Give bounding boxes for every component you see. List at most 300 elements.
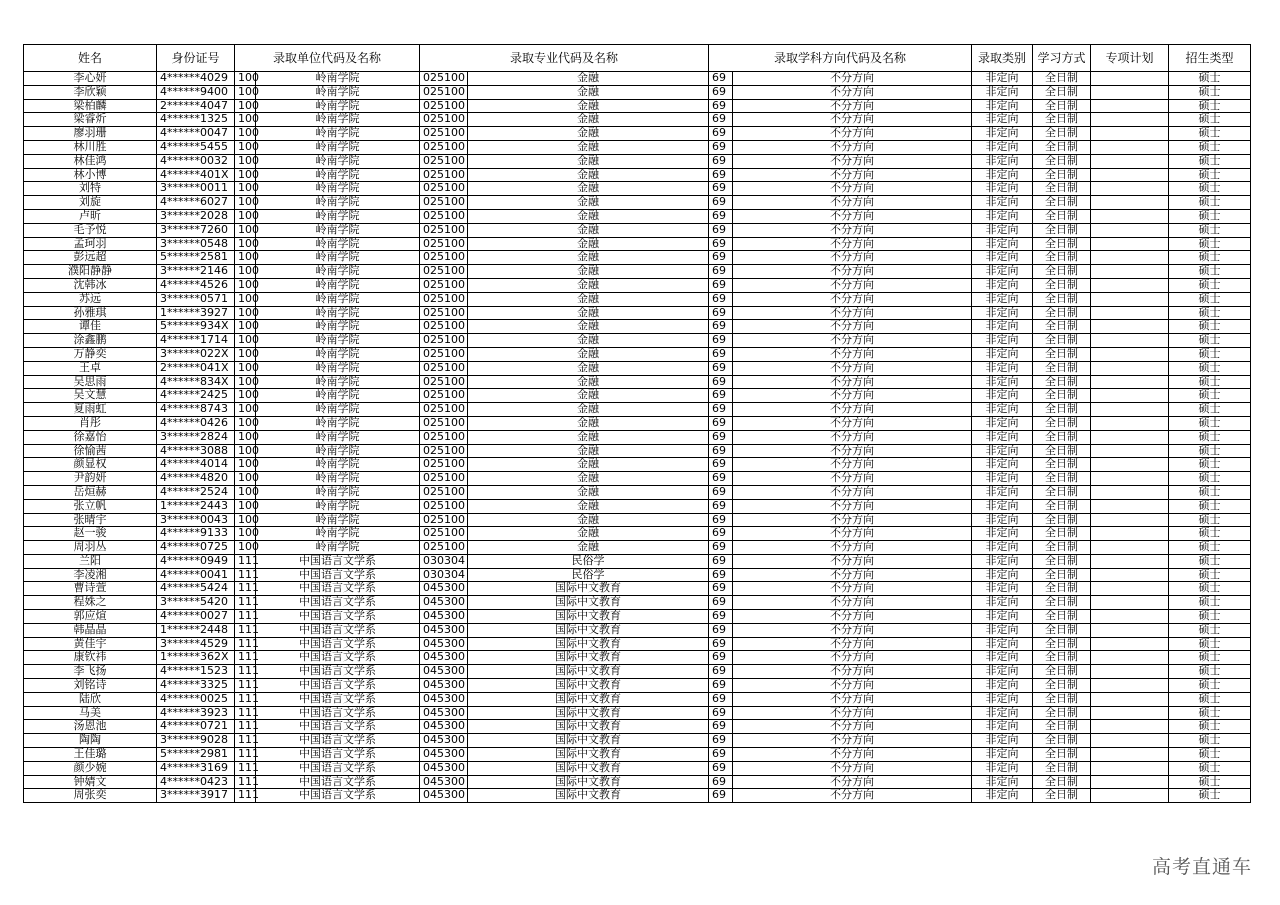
cell-unit-name: 岭南学院	[256, 347, 420, 361]
cell-major-name: 金融	[468, 85, 709, 99]
cell-major-code: 025100	[420, 403, 468, 417]
cell-major-code: 025100	[420, 154, 468, 168]
table-row	[24, 472, 1251, 486]
cell-unit-name: 岭南学院	[256, 278, 420, 292]
cell-type: 硕士	[1169, 499, 1251, 513]
cell-unit-code: 100	[235, 182, 256, 196]
cell-major-name: 民俗学	[468, 568, 709, 582]
cell-mode: 全日制	[1033, 651, 1091, 665]
cell-unit-code: 100	[235, 140, 256, 154]
cell-id: 4******0721	[157, 720, 235, 734]
cell-id: 1******2448	[157, 623, 235, 637]
cell-category: 非定向	[972, 513, 1033, 527]
cell-category: 非定向	[972, 196, 1033, 210]
cell-type: 硕士	[1169, 99, 1251, 113]
cell-id: 3******7260	[157, 223, 235, 237]
cell-category: 非定向	[972, 692, 1033, 706]
cell-name: 廖羽珊	[24, 127, 157, 141]
cell-unit-code: 111	[235, 582, 256, 596]
cell-unit-name: 岭南学院	[256, 265, 420, 279]
cell-direction-name: 不分方向	[733, 637, 972, 651]
cell-type: 硕士	[1169, 127, 1251, 141]
cell-special	[1091, 209, 1169, 223]
cell-major-name: 国际中文教育	[468, 761, 709, 775]
cell-name: 尹韵妍	[24, 472, 157, 486]
cell-direction-name: 不分方向	[733, 389, 972, 403]
cell-mode: 全日制	[1033, 85, 1091, 99]
cell-direction-name: 不分方向	[733, 734, 972, 748]
cell-special	[1091, 416, 1169, 430]
cell-unit-code: 100	[235, 196, 256, 210]
cell-major-name: 金融	[468, 444, 709, 458]
cell-direction-name: 不分方向	[733, 582, 972, 596]
table-row	[24, 775, 1251, 789]
cell-unit-code: 100	[235, 389, 256, 403]
table-row	[24, 623, 1251, 637]
cell-unit-code: 111	[235, 568, 256, 582]
cell-name: 李心妍	[24, 72, 157, 86]
cell-special	[1091, 85, 1169, 99]
cell-mode: 全日制	[1033, 127, 1091, 141]
cell-major-name: 金融	[468, 375, 709, 389]
cell-direction-code: 69	[709, 610, 733, 624]
table-row	[24, 292, 1251, 306]
cell-unit-name: 岭南学院	[256, 444, 420, 458]
cell-special	[1091, 665, 1169, 679]
cell-type: 硕士	[1169, 651, 1251, 665]
cell-unit-code: 100	[235, 251, 256, 265]
cell-unit-code: 111	[235, 748, 256, 762]
cell-major-name: 国际中文教育	[468, 789, 709, 803]
cell-direction-name: 不分方向	[733, 472, 972, 486]
cell-special	[1091, 568, 1169, 582]
cell-direction-code: 69	[709, 334, 733, 348]
cell-name: 周张奕	[24, 789, 157, 803]
cell-major-name: 金融	[468, 306, 709, 320]
cell-direction-code: 69	[709, 485, 733, 499]
table-row	[24, 444, 1251, 458]
cell-mode: 全日制	[1033, 223, 1091, 237]
cell-major-code: 025100	[420, 265, 468, 279]
cell-type: 硕士	[1169, 458, 1251, 472]
cell-unit-name: 中国语言文学系	[256, 623, 420, 637]
cell-direction-name: 不分方向	[733, 692, 972, 706]
cell-direction-name: 不分方向	[733, 168, 972, 182]
cell-mode: 全日制	[1033, 472, 1091, 486]
cell-special	[1091, 140, 1169, 154]
cell-id: 3******2146	[157, 265, 235, 279]
table-row	[24, 72, 1251, 86]
cell-unit-name: 岭南学院	[256, 154, 420, 168]
cell-id: 4******1523	[157, 665, 235, 679]
cell-type: 硕士	[1169, 237, 1251, 251]
cell-direction-code: 69	[709, 513, 733, 527]
cell-mode: 全日制	[1033, 734, 1091, 748]
cell-major-name: 金融	[468, 251, 709, 265]
cell-major-name: 国际中文教育	[468, 706, 709, 720]
table-row	[24, 278, 1251, 292]
cell-direction-code: 69	[709, 679, 733, 693]
cell-major-name: 金融	[468, 237, 709, 251]
cell-direction-code: 69	[709, 154, 733, 168]
cell-unit-code: 100	[235, 113, 256, 127]
cell-direction-code: 69	[709, 458, 733, 472]
cell-major-code: 045300	[420, 679, 468, 693]
cell-unit-name: 岭南学院	[256, 113, 420, 127]
table-row	[24, 182, 1251, 196]
cell-major-code: 025100	[420, 182, 468, 196]
cell-unit-name: 岭南学院	[256, 168, 420, 182]
table-row	[24, 554, 1251, 568]
cell-name: 王卓	[24, 361, 157, 375]
cell-type: 硕士	[1169, 196, 1251, 210]
cell-mode: 全日制	[1033, 582, 1091, 596]
cell-major-name: 国际中文教育	[468, 582, 709, 596]
cell-category: 非定向	[972, 182, 1033, 196]
cell-type: 硕士	[1169, 389, 1251, 403]
cell-name: 孙雅琪	[24, 306, 157, 320]
cell-id: 3******2028	[157, 209, 235, 223]
cell-special	[1091, 278, 1169, 292]
cell-direction-code: 69	[709, 223, 733, 237]
cell-unit-name: 岭南学院	[256, 334, 420, 348]
cell-direction-code: 69	[709, 347, 733, 361]
cell-id: 4******1714	[157, 334, 235, 348]
cell-type: 硕士	[1169, 554, 1251, 568]
cell-major-code: 025100	[420, 223, 468, 237]
cell-unit-code: 111	[235, 734, 256, 748]
cell-unit-code: 100	[235, 72, 256, 86]
cell-unit-name: 中国语言文学系	[256, 651, 420, 665]
cell-major-code: 045300	[420, 610, 468, 624]
cell-unit-name: 中国语言文学系	[256, 582, 420, 596]
cell-special	[1091, 734, 1169, 748]
cell-id: 3******9028	[157, 734, 235, 748]
cell-unit-name: 岭南学院	[256, 99, 420, 113]
cell-direction-name: 不分方向	[733, 416, 972, 430]
cell-direction-name: 不分方向	[733, 527, 972, 541]
cell-type: 硕士	[1169, 265, 1251, 279]
cell-direction-name: 不分方向	[733, 444, 972, 458]
cell-special	[1091, 775, 1169, 789]
header-row	[24, 45, 1251, 72]
cell-direction-code: 69	[709, 265, 733, 279]
cell-direction-name: 不分方向	[733, 775, 972, 789]
cell-mode: 全日制	[1033, 444, 1091, 458]
table-row	[24, 85, 1251, 99]
cell-id: 4******0949	[157, 554, 235, 568]
cell-name: 吴文慧	[24, 389, 157, 403]
table-row	[24, 223, 1251, 237]
cell-id: 3******2824	[157, 430, 235, 444]
cell-direction-name: 不分方向	[733, 72, 972, 86]
cell-unit-name: 中国语言文学系	[256, 665, 420, 679]
cell-name: 曹诗萱	[24, 582, 157, 596]
cell-unit-name: 中国语言文学系	[256, 761, 420, 775]
table-row	[24, 679, 1251, 693]
cell-type: 硕士	[1169, 568, 1251, 582]
cell-unit-name: 中国语言文学系	[256, 637, 420, 651]
cell-direction-code: 69	[709, 306, 733, 320]
table-body	[24, 72, 1251, 803]
cell-direction-name: 不分方向	[733, 99, 972, 113]
cell-direction-name: 不分方向	[733, 278, 972, 292]
cell-category: 非定向	[972, 706, 1033, 720]
cell-direction-name: 不分方向	[733, 720, 972, 734]
cell-category: 非定向	[972, 623, 1033, 637]
cell-direction-code: 69	[709, 527, 733, 541]
cell-major-code: 045300	[420, 789, 468, 803]
cell-direction-name: 不分方向	[733, 513, 972, 527]
cell-category: 非定向	[972, 430, 1033, 444]
cell-direction-code: 69	[709, 554, 733, 568]
cell-type: 硕士	[1169, 720, 1251, 734]
cell-category: 非定向	[972, 306, 1033, 320]
cell-direction-code: 69	[709, 430, 733, 444]
cell-type: 硕士	[1169, 761, 1251, 775]
cell-name: 王佳璐	[24, 748, 157, 762]
cell-direction-code: 69	[709, 541, 733, 555]
cell-type: 硕士	[1169, 72, 1251, 86]
cell-mode: 全日制	[1033, 196, 1091, 210]
table-row	[24, 334, 1251, 348]
cell-unit-code: 100	[235, 527, 256, 541]
cell-category: 非定向	[972, 748, 1033, 762]
cell-direction-name: 不分方向	[733, 665, 972, 679]
cell-direction-code: 69	[709, 72, 733, 86]
table-row	[24, 154, 1251, 168]
cell-direction-code: 69	[709, 568, 733, 582]
cell-id: 4******9400	[157, 85, 235, 99]
cell-major-name: 金融	[468, 168, 709, 182]
cell-direction-name: 不分方向	[733, 568, 972, 582]
cell-major-name: 国际中文教育	[468, 775, 709, 789]
cell-name: 赵一骏	[24, 527, 157, 541]
cell-id: 4******0041	[157, 568, 235, 582]
cell-name: 林佳鸿	[24, 154, 157, 168]
cell-special	[1091, 306, 1169, 320]
cell-type: 硕士	[1169, 334, 1251, 348]
cell-major-code: 025100	[420, 320, 468, 334]
header-unit: 录取单位代码及名称	[235, 45, 420, 72]
cell-special	[1091, 292, 1169, 306]
cell-direction-code: 69	[709, 789, 733, 803]
cell-unit-code: 100	[235, 237, 256, 251]
cell-name: 李凌湘	[24, 568, 157, 582]
table-row	[24, 734, 1251, 748]
table-row	[24, 665, 1251, 679]
cell-category: 非定向	[972, 458, 1033, 472]
cell-type: 硕士	[1169, 168, 1251, 182]
cell-major-code: 025100	[420, 209, 468, 223]
cell-direction-code: 69	[709, 85, 733, 99]
cell-mode: 全日制	[1033, 789, 1091, 803]
cell-major-code: 045300	[420, 748, 468, 762]
cell-category: 非定向	[972, 265, 1033, 279]
cell-unit-name: 岭南学院	[256, 85, 420, 99]
cell-type: 硕士	[1169, 444, 1251, 458]
cell-unit-code: 100	[235, 430, 256, 444]
cell-id: 4******6027	[157, 196, 235, 210]
table-row	[24, 168, 1251, 182]
cell-direction-code: 69	[709, 168, 733, 182]
cell-mode: 全日制	[1033, 692, 1091, 706]
cell-major-code: 025100	[420, 499, 468, 513]
cell-id: 3******5420	[157, 596, 235, 610]
cell-major-code: 025100	[420, 472, 468, 486]
cell-direction-name: 不分方向	[733, 610, 972, 624]
cell-mode: 全日制	[1033, 251, 1091, 265]
table-row	[24, 306, 1251, 320]
cell-category: 非定向	[972, 154, 1033, 168]
cell-direction-name: 不分方向	[733, 789, 972, 803]
cell-major-code: 025100	[420, 99, 468, 113]
cell-type: 硕士	[1169, 679, 1251, 693]
cell-type: 硕士	[1169, 706, 1251, 720]
cell-id: 5******934X	[157, 320, 235, 334]
cell-id: 4******3923	[157, 706, 235, 720]
cell-unit-name: 岭南学院	[256, 541, 420, 555]
cell-direction-name: 不分方向	[733, 499, 972, 513]
cell-unit-name: 岭南学院	[256, 251, 420, 265]
cell-type: 硕士	[1169, 692, 1251, 706]
cell-type: 硕士	[1169, 596, 1251, 610]
cell-mode: 全日制	[1033, 154, 1091, 168]
cell-special	[1091, 403, 1169, 417]
cell-direction-code: 69	[709, 623, 733, 637]
cell-id: 4******4526	[157, 278, 235, 292]
cell-major-name: 国际中文教育	[468, 748, 709, 762]
cell-category: 非定向	[972, 734, 1033, 748]
table-row	[24, 568, 1251, 582]
cell-major-code: 025100	[420, 168, 468, 182]
cell-direction-name: 不分方向	[733, 209, 972, 223]
cell-major-code: 025100	[420, 347, 468, 361]
cell-category: 非定向	[972, 775, 1033, 789]
cell-name: 岳烜赫	[24, 485, 157, 499]
table-row	[24, 209, 1251, 223]
cell-special	[1091, 485, 1169, 499]
cell-unit-name: 岭南学院	[256, 472, 420, 486]
cell-special	[1091, 251, 1169, 265]
cell-direction-name: 不分方向	[733, 623, 972, 637]
cell-id: 4******0032	[157, 154, 235, 168]
cell-mode: 全日制	[1033, 113, 1091, 127]
table-row	[24, 789, 1251, 803]
cell-unit-code: 100	[235, 320, 256, 334]
cell-name: 兰阳	[24, 554, 157, 568]
cell-major-code: 045300	[420, 775, 468, 789]
cell-mode: 全日制	[1033, 416, 1091, 430]
cell-direction-code: 69	[709, 292, 733, 306]
cell-type: 硕士	[1169, 513, 1251, 527]
cell-id: 4******1325	[157, 113, 235, 127]
cell-direction-code: 69	[709, 651, 733, 665]
cell-name: 林小博	[24, 168, 157, 182]
cell-category: 非定向	[972, 665, 1033, 679]
cell-major-code: 045300	[420, 734, 468, 748]
cell-name: 张立帆	[24, 499, 157, 513]
cell-id: 4******0025	[157, 692, 235, 706]
cell-name: 梁柏麟	[24, 99, 157, 113]
cell-direction-code: 69	[709, 692, 733, 706]
cell-name: 苏远	[24, 292, 157, 306]
cell-id: 4******3169	[157, 761, 235, 775]
cell-name: 李欣颖	[24, 85, 157, 99]
table-row	[24, 541, 1251, 555]
cell-id: 4******0423	[157, 775, 235, 789]
cell-major-code: 025100	[420, 306, 468, 320]
cell-mode: 全日制	[1033, 485, 1091, 499]
cell-type: 硕士	[1169, 361, 1251, 375]
cell-type: 硕士	[1169, 320, 1251, 334]
cell-category: 非定向	[972, 761, 1033, 775]
cell-mode: 全日制	[1033, 720, 1091, 734]
cell-major-name: 金融	[468, 140, 709, 154]
cell-major-code: 045300	[420, 692, 468, 706]
cell-unit-name: 中国语言文学系	[256, 568, 420, 582]
cell-major-name: 金融	[468, 458, 709, 472]
cell-mode: 全日制	[1033, 623, 1091, 637]
cell-major-name: 金融	[468, 278, 709, 292]
cell-major-name: 民俗学	[468, 554, 709, 568]
cell-direction-code: 69	[709, 182, 733, 196]
cell-direction-name: 不分方向	[733, 265, 972, 279]
cell-major-code: 025100	[420, 72, 468, 86]
cell-direction-name: 不分方向	[733, 596, 972, 610]
cell-direction-name: 不分方向	[733, 651, 972, 665]
cell-major-name: 国际中文教育	[468, 679, 709, 693]
cell-unit-name: 岭南学院	[256, 72, 420, 86]
cell-special	[1091, 527, 1169, 541]
cell-major-code: 025100	[420, 513, 468, 527]
cell-name: 黄佳宇	[24, 637, 157, 651]
table-row	[24, 527, 1251, 541]
cell-category: 非定向	[972, 582, 1033, 596]
cell-special	[1091, 347, 1169, 361]
cell-special	[1091, 748, 1169, 762]
header-direction: 录取学科方向代码及名称	[709, 45, 972, 72]
cell-special	[1091, 554, 1169, 568]
cell-major-name: 金融	[468, 196, 709, 210]
cell-special	[1091, 499, 1169, 513]
cell-unit-name: 岭南学院	[256, 416, 420, 430]
cell-unit-code: 100	[235, 416, 256, 430]
cell-unit-code: 111	[235, 720, 256, 734]
cell-mode: 全日制	[1033, 320, 1091, 334]
cell-direction-name: 不分方向	[733, 306, 972, 320]
cell-direction-code: 69	[709, 113, 733, 127]
cell-id: 2******041X	[157, 361, 235, 375]
cell-category: 非定向	[972, 720, 1033, 734]
cell-category: 非定向	[972, 223, 1033, 237]
cell-direction-code: 69	[709, 278, 733, 292]
cell-direction-code: 69	[709, 472, 733, 486]
cell-major-code: 025100	[420, 251, 468, 265]
cell-id: 4******0725	[157, 541, 235, 555]
cell-unit-name: 岭南学院	[256, 403, 420, 417]
header-major: 录取专业代码及名称	[420, 45, 709, 72]
cell-name: 夏雨虹	[24, 403, 157, 417]
cell-major-code: 025100	[420, 361, 468, 375]
cell-direction-code: 69	[709, 720, 733, 734]
cell-major-code: 045300	[420, 665, 468, 679]
table-row	[24, 458, 1251, 472]
cell-special	[1091, 472, 1169, 486]
cell-major-name: 国际中文教育	[468, 720, 709, 734]
cell-special	[1091, 679, 1169, 693]
table-row	[24, 416, 1251, 430]
